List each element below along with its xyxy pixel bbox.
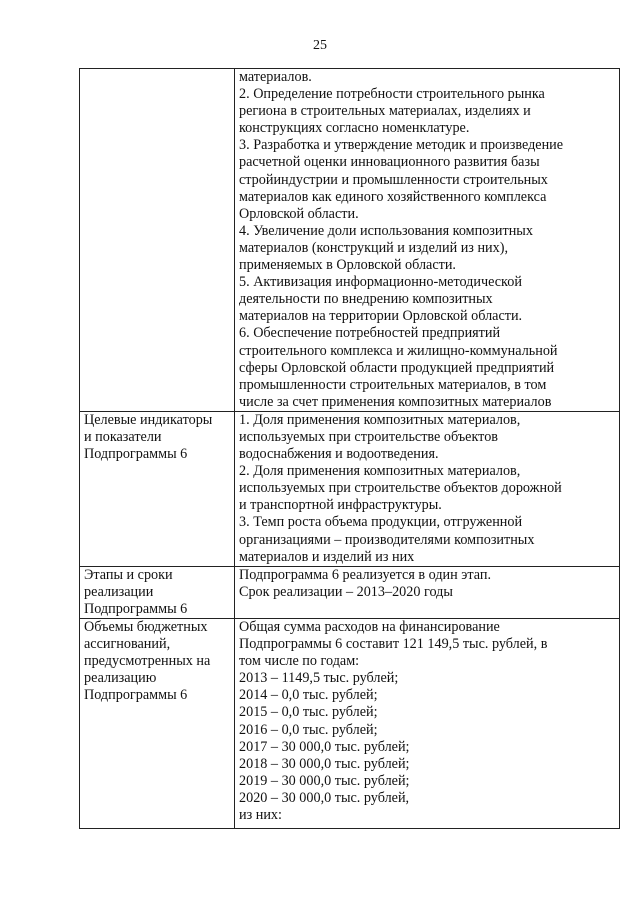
parameter-name-cell [80, 69, 235, 412]
text-line: реализацию [84, 670, 157, 687]
text-line: ассигнований, [84, 636, 171, 653]
parameter-name-cell [80, 619, 235, 829]
parameter-name-cell [80, 411, 235, 566]
text-line: 5. Активизация информационно-методической [239, 274, 522, 291]
text-line: водоснабжения и водоотведения. [239, 446, 439, 463]
text-line: материалов на территории Орловской области. [239, 308, 523, 325]
text-line: материалов и изделий из них [239, 548, 415, 565]
text-line: 2019 – 30 000,0 тыс. рублей; [239, 772, 410, 789]
text-line: и транспортной инфраструктуры. [239, 497, 442, 514]
text-line: 2013 – 1149,5 тыс. рублей; [239, 670, 399, 687]
budget-allocations-row [80, 619, 620, 829]
text-line: 3. Темп роста объема продукции, отгруженной [239, 514, 523, 531]
text-line: 2016 – 0,0 тыс. рублей; [239, 721, 378, 738]
text-line: предусмотренных на [84, 653, 211, 670]
text-line: Этапы и сроки [84, 566, 173, 583]
text-line: 4. Увеличение доли использования композитных [239, 222, 533, 239]
text-line: материалов (конструкций и изделий из них), [239, 239, 509, 256]
text-line: стройиндустрии и промышленности строительных [239, 171, 548, 188]
text-line: Подпрограммы 6 [84, 446, 188, 463]
text-line: используемых при строительстве объектов [239, 428, 498, 445]
text-line: организациями – производителями композитных [239, 531, 535, 548]
text-line: сферы Орловской области продукцией предприятий [239, 359, 555, 376]
text-line: 6. Обеспечение потребностей предприятий [239, 325, 501, 342]
text-line: Общая сумма расходов на финансирование [239, 619, 500, 635]
text-line: Подпрограммы 6 [84, 600, 188, 617]
text-line: Срок реализации – 2013–2020 годы [239, 583, 453, 600]
parameter-value-cell [235, 69, 620, 412]
text-line: деятельности по внедрению композитных [239, 291, 493, 308]
text-line: применяемых в Орловской области. [239, 257, 456, 274]
goals-continuation-row [80, 69, 620, 412]
text-line: Объемы бюджетных [84, 619, 208, 635]
text-line: 2. Определение потребности строительного рынка [239, 86, 545, 103]
target-indicators-row [80, 411, 620, 566]
text-line: 2020 – 30 000,0 тыс. рублей, [239, 789, 410, 806]
page-number: 25 [313, 38, 327, 53]
text-line: 2014 – 0,0 тыс. рублей; [239, 687, 378, 704]
text-line: 3. Разработка и утверждение методик и произведение [239, 137, 564, 154]
text-line: числе за счет применения композитных материалов [239, 393, 552, 410]
text-line: 2. Доля применения композитных материалов, [239, 463, 521, 480]
text-line: и показатели [84, 428, 162, 445]
parameter-value-cell [235, 619, 620, 829]
stages-terms-row [80, 566, 620, 618]
text-line: 2017 – 30 000,0 тыс. рублей; [239, 738, 410, 755]
text-line: 2018 – 30 000,0 тыс. рублей; [239, 755, 410, 772]
parameter-name-cell [80, 566, 235, 618]
text-line: реализации [84, 583, 154, 600]
text-line: из них: [239, 807, 282, 824]
text-line: промышленности строительных материалов, в том [239, 376, 547, 393]
parameter-value-cell [235, 411, 620, 566]
text-line: конструкциях согласно номенклатуре. [239, 120, 470, 137]
text-line: Целевые индикаторы [84, 411, 213, 428]
text-line: региона в строительных материалах, изделиях и [239, 103, 531, 120]
passport-table [79, 68, 620, 829]
text-line: Подпрограммы 6 составит 121 149,5 тыс. рублей, в [239, 636, 548, 653]
text-line: 2015 – 0,0 тыс. рублей; [239, 704, 378, 721]
text-line: расчетной оценки инновационного развития базы [239, 154, 540, 171]
text-line: том числе по годам: [239, 653, 360, 670]
text-line: Подпрограмма 6 реализуется в один этап. [239, 566, 491, 583]
text-line: строительного комплекса и жилищно-коммунальной [239, 342, 558, 359]
text-line: Подпрограммы 6 [84, 687, 188, 704]
parameter-value-cell [235, 566, 620, 618]
text-line: Орловской области. [239, 205, 359, 222]
text-line: используемых при строительстве объектов дорожной [239, 480, 562, 497]
text-line: 1. Доля применения композитных материалов, [239, 411, 521, 428]
passport-table-body [80, 69, 620, 829]
text-line: материалов как единого хозяйственного комплекса [239, 188, 547, 205]
text-line: материалов. [239, 69, 312, 85]
